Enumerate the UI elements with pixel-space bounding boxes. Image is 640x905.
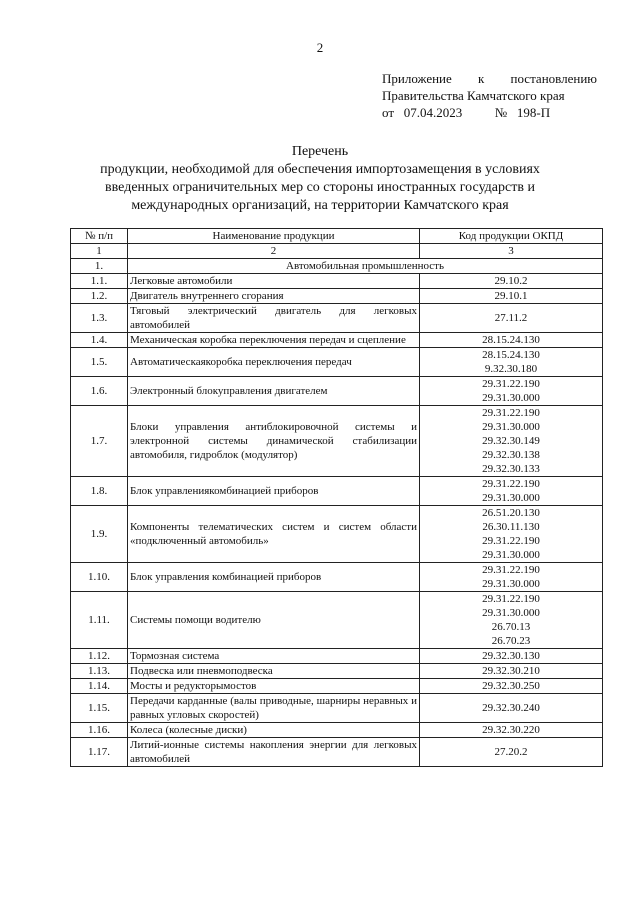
okpd-code: 29.31.30.000 (482, 492, 540, 504)
row-number: 1.3. (71, 304, 128, 333)
table-row (71, 723, 603, 738)
okpd-code: 26.51.20.130 (482, 507, 540, 519)
product-codes (420, 477, 603, 506)
table-row (71, 649, 603, 664)
product-codes (420, 694, 603, 723)
okpd-code: 29.32.30.149 (482, 435, 540, 447)
okpd-code: 9.32.30.180 (484, 363, 538, 375)
okpd-code: 29.31.22.190 (482, 564, 540, 576)
okpd-code: 29.31.22.190 (482, 478, 540, 490)
okpd-code: 29.32.30.220 (482, 724, 540, 736)
page-number: 2 (316, 40, 324, 55)
appendix-line-2: Правительства Камчатского края (382, 88, 565, 103)
table-row (71, 477, 603, 506)
product-name: Мосты и редукторымостов (128, 679, 420, 694)
product-name: Механическая коробка переключения передач и сцепление (128, 333, 420, 348)
table-row (71, 506, 603, 563)
row-number: 1.17. (71, 738, 128, 767)
row-number: 1.9. (71, 506, 128, 563)
product-name: Подвеска или пневмоподвеска (128, 664, 420, 679)
section-number: 1. (71, 259, 128, 274)
row-number: 1.4. (71, 333, 128, 348)
product-codes (420, 406, 603, 477)
product-name: Системы помощи водителю (128, 592, 420, 649)
product-codes (420, 679, 603, 694)
okpd-code: 29.31.22.190 (482, 407, 540, 419)
okpd-code: 29.32.30.240 (482, 702, 540, 714)
product-codes (420, 649, 603, 664)
okpd-code: 26.30.11.130 (482, 521, 540, 533)
product-codes (420, 563, 603, 592)
okpd-code: 28.15.24.130 (482, 334, 540, 346)
product-name: Электронный блокуправления двигателем (128, 377, 420, 406)
table-row (71, 333, 603, 348)
table-header-row (71, 229, 603, 244)
okpd-code: 27.11.2 (494, 312, 528, 324)
product-name: Колеса (колесные диски) (128, 723, 420, 738)
product-name: Тяговый электрический двигатель для легковых автомобилей (128, 304, 420, 333)
product-codes (420, 506, 603, 563)
product-codes (420, 348, 603, 377)
table-row (71, 738, 603, 767)
product-name: Литий-ионные системы накопления энергии для легковых автомобилей (128, 738, 420, 767)
appendix-line-1: Приложение к постановлению (382, 71, 597, 86)
okpd-code: 29.31.22.190 (482, 378, 540, 390)
okpd-code: 29.10.2 (494, 275, 528, 287)
row-number: 1.13. (71, 664, 128, 679)
row-number: 1.16. (71, 723, 128, 738)
row-number: 1.8. (71, 477, 128, 506)
okpd-code: 29.31.30.000 (482, 421, 540, 433)
okpd-code: 29.31.30.000 (482, 549, 540, 561)
row-number: 1.12. (71, 649, 128, 664)
product-name: Блоки управления антиблокировочной системы и электронной системы динамической стабилизации автомобиля, гидроблок (модулятор) (128, 406, 420, 477)
okpd-code: 29.31.22.190 (482, 535, 540, 547)
product-codes (420, 592, 603, 649)
product-name: Автоматическаякоробка переключения передач (128, 348, 420, 377)
row-number: 1.10. (71, 563, 128, 592)
product-name: Двигатель внутреннего сгорания (128, 289, 420, 304)
product-codes (420, 664, 603, 679)
okpd-code: 26.70.23 (491, 635, 531, 647)
products-table (70, 228, 603, 767)
okpd-code: 29.32.30.210 (482, 665, 540, 677)
product-name: Блок управления комбинацией приборов (128, 563, 420, 592)
product-name: Легковые автомобили (128, 274, 420, 289)
column-numbers-row (71, 244, 603, 259)
product-codes (420, 304, 603, 333)
row-number: 1.14. (71, 679, 128, 694)
table-row (71, 377, 603, 406)
row-number: 1.6. (71, 377, 128, 406)
row-number: 1.11. (71, 592, 128, 649)
product-name: Тормозная система (128, 649, 420, 664)
product-name: Блок управлениякомбинацией приборов (128, 477, 420, 506)
title-heading: Перечень (291, 144, 349, 159)
okpd-code: 29.32.30.130 (482, 650, 540, 662)
section-name: Автомобильная промышленность (128, 259, 603, 274)
okpd-code: 29.31.30.000 (482, 578, 540, 590)
appendix-line-3: от 07.04.2023 № 198-П (382, 105, 551, 120)
okpd-code: 29.31.22.190 (482, 593, 540, 605)
product-codes (420, 377, 603, 406)
header-name: Наименование продукции (128, 229, 420, 244)
row-number: 1.2. (71, 289, 128, 304)
product-codes (420, 333, 603, 348)
row-number: 1.7. (71, 406, 128, 477)
row-number: 1.15. (71, 694, 128, 723)
col-number-1: 1 (71, 244, 128, 259)
table-row (71, 592, 603, 649)
title-line-2: введенных ограничительных мер со стороны иностранных государств и (105, 180, 535, 195)
document-title (80, 143, 560, 215)
col-number-3: 3 (420, 244, 603, 259)
okpd-code: 27.20.2 (494, 746, 528, 758)
okpd-code: 29.31.30.000 (482, 607, 540, 619)
product-codes (420, 723, 603, 738)
product-codes (420, 289, 603, 304)
okpd-code: 26.70.13 (491, 621, 531, 633)
table-row (71, 304, 603, 333)
table-row (71, 289, 603, 304)
title-line-3: международных организаций, на территории Камчатского края (131, 198, 509, 213)
table-row (71, 664, 603, 679)
okpd-code: 28.15.24.130 (482, 349, 540, 361)
okpd-code: 29.10.1 (494, 290, 528, 302)
table-row (71, 274, 603, 289)
product-name: Передачи карданные (валы приводные, шарниры неравных и равных угловых скоростей) (128, 694, 420, 723)
appendix-block (382, 70, 597, 121)
okpd-code: 29.32.30.133 (482, 463, 540, 475)
section-row (71, 259, 603, 274)
header-number: № п/п (71, 229, 128, 244)
okpd-code: 29.31.30.000 (482, 392, 540, 404)
product-name: Компоненты телематических систем и систем области «подключенный автомобиль» (128, 506, 420, 563)
product-codes (420, 738, 603, 767)
okpd-code: 29.32.30.138 (482, 449, 540, 461)
table-row (71, 694, 603, 723)
table-row (71, 406, 603, 477)
header-code: Код продукции ОКПД (420, 229, 603, 244)
row-number: 1.5. (71, 348, 128, 377)
table-row (71, 348, 603, 377)
row-number: 1.1. (71, 274, 128, 289)
table-row (71, 563, 603, 592)
col-number-2: 2 (128, 244, 420, 259)
okpd-code: 29.32.30.250 (482, 680, 540, 692)
product-codes (420, 274, 603, 289)
title-line-1: продукции, необходимой для обеспечения импортозамещения в условиях (100, 162, 540, 177)
table-row (71, 679, 603, 694)
